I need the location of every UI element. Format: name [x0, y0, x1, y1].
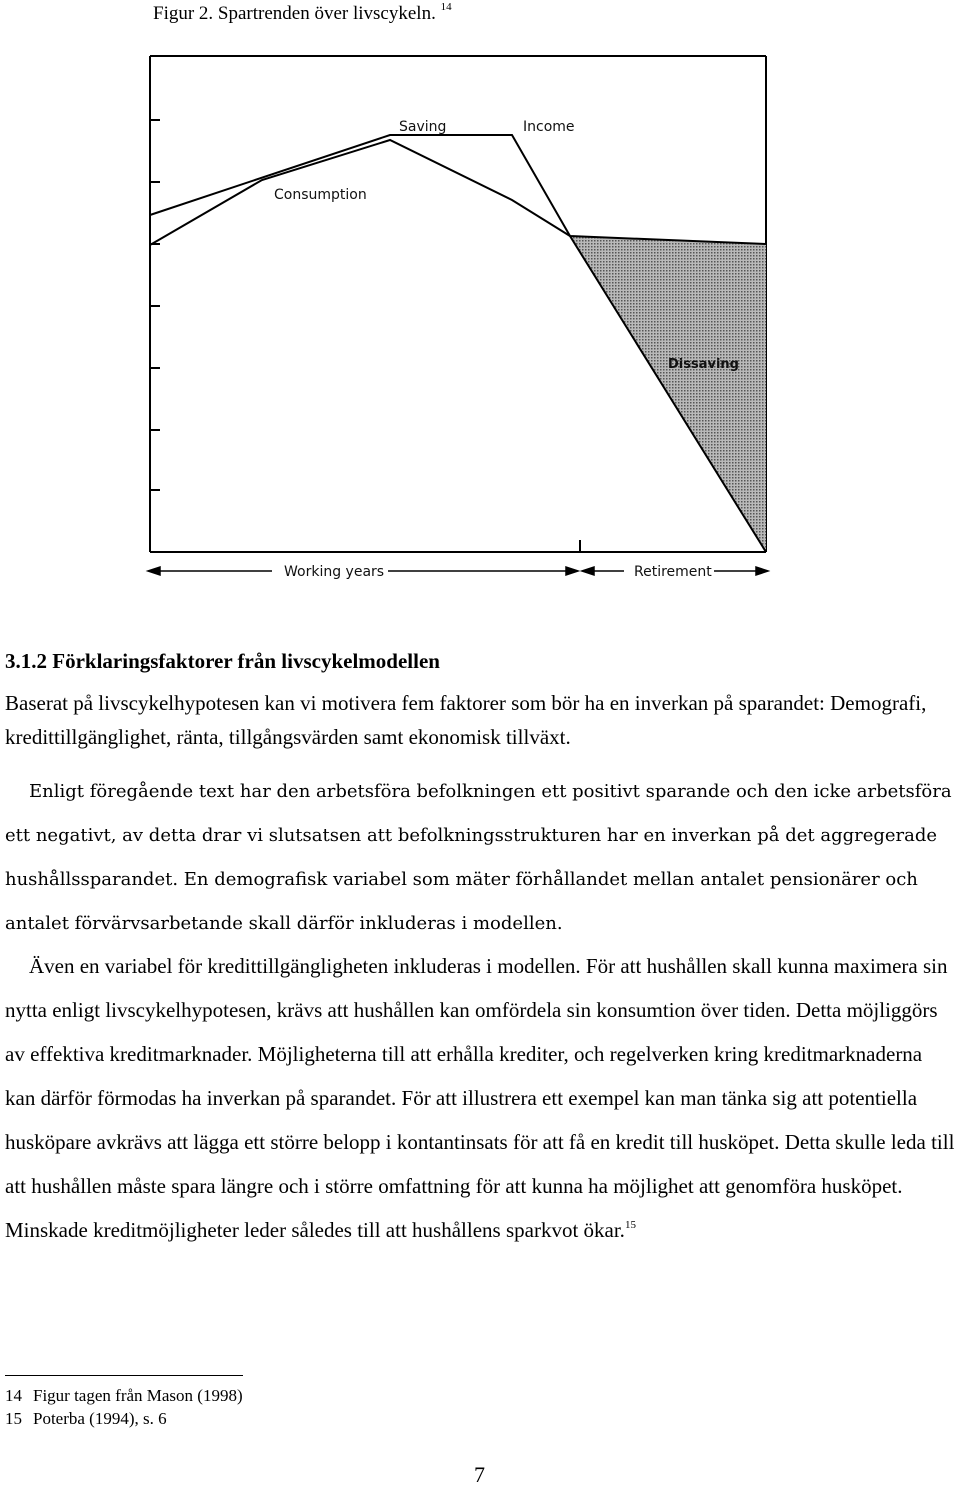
consumption-label: Consumption — [274, 187, 367, 203]
paragraph-factors: Baserat på livscykelhypotesen kan vi motivera fem faktorer som bör ha en inverkan på sparandet: Demografi, kredittillgänglighet, ränta, tillgångsvärden samt ekonomisk tillväxt. — [5, 691, 927, 749]
paragraph-demography — [5, 770, 955, 946]
income-label: Income — [523, 119, 575, 135]
consumption-line — [150, 140, 766, 245]
saving-label: Saving — [399, 119, 447, 135]
paragraph-footnote-ref: 15 — [624, 1219, 636, 1231]
retirement-label: Retirement — [634, 564, 712, 580]
working-years-label: Working years — [284, 564, 385, 580]
paragraph-demography-text: Enligt föregående text har den arbetsföra befolkningen ett positivt sparande och den icke arbetsföra ett negativt, av detta drar vi slutsatsen att befolkningsstrukturen har en inverkan på det aggregerade hushållssparandet. En demografisk variabel som mäter förhållandet mellan antalet pensionärer och antalet förvärvsarbetande skall därför inkluderas i modellen. — [5, 781, 952, 934]
caption-text: Figur 2. Spartrenden över livscykeln. — [153, 3, 436, 24]
footnote — [5, 1385, 243, 1407]
page-number: 7 — [474, 1462, 485, 1487]
footnote — [5, 1408, 167, 1430]
section-heading: 3.1.2 Förklaringsfaktorer från livscykelmodellen — [5, 649, 440, 673]
paragraph-credit-text: Även en variabel för kredittillgängligheten inkluderas i modellen. För att hushållen skall kunna maximera sin nytta enligt livscykelhypotesen, krävs att hushållen kan omfördela sin konsumtion över tiden. Detta möjliggörs av effektiva kreditmarknader. Möjligheterna till att erhålla krediter, och regelverken kring kreditmarknaderna kan därför förmodas ha inverkan på sparandet. För att illustrera ett exempel kan man tänka sig att potentiella husköpare avkrävs att lägga ett större belopp i kontantinsats för att få en kredit till husköpet. Detta skulle leda till att hushållen måste spara längre och i större omfattning för att kunna ha möjlighet att genomföra husköpet. Minskade kreditmöjligheter leder således till att hushållens sparkvot ökar. — [5, 954, 955, 1242]
footnote-number: 15 — [5, 1409, 22, 1428]
footnote-number: 14 — [5, 1386, 22, 1405]
paragraph-credit — [5, 944, 955, 1252]
life-cycle-saving-chart — [0, 0, 960, 600]
footnote-text: Poterba (1994), s. 6 — [33, 1409, 167, 1428]
dissaving-label: Dissaving — [668, 357, 739, 372]
footnote-text: Figur tagen från Mason (1998) — [33, 1386, 243, 1405]
y-axis-ticks — [150, 120, 580, 552]
footnote-divider — [5, 1375, 243, 1376]
caption-footnote-ref: 14 — [440, 1, 452, 13]
